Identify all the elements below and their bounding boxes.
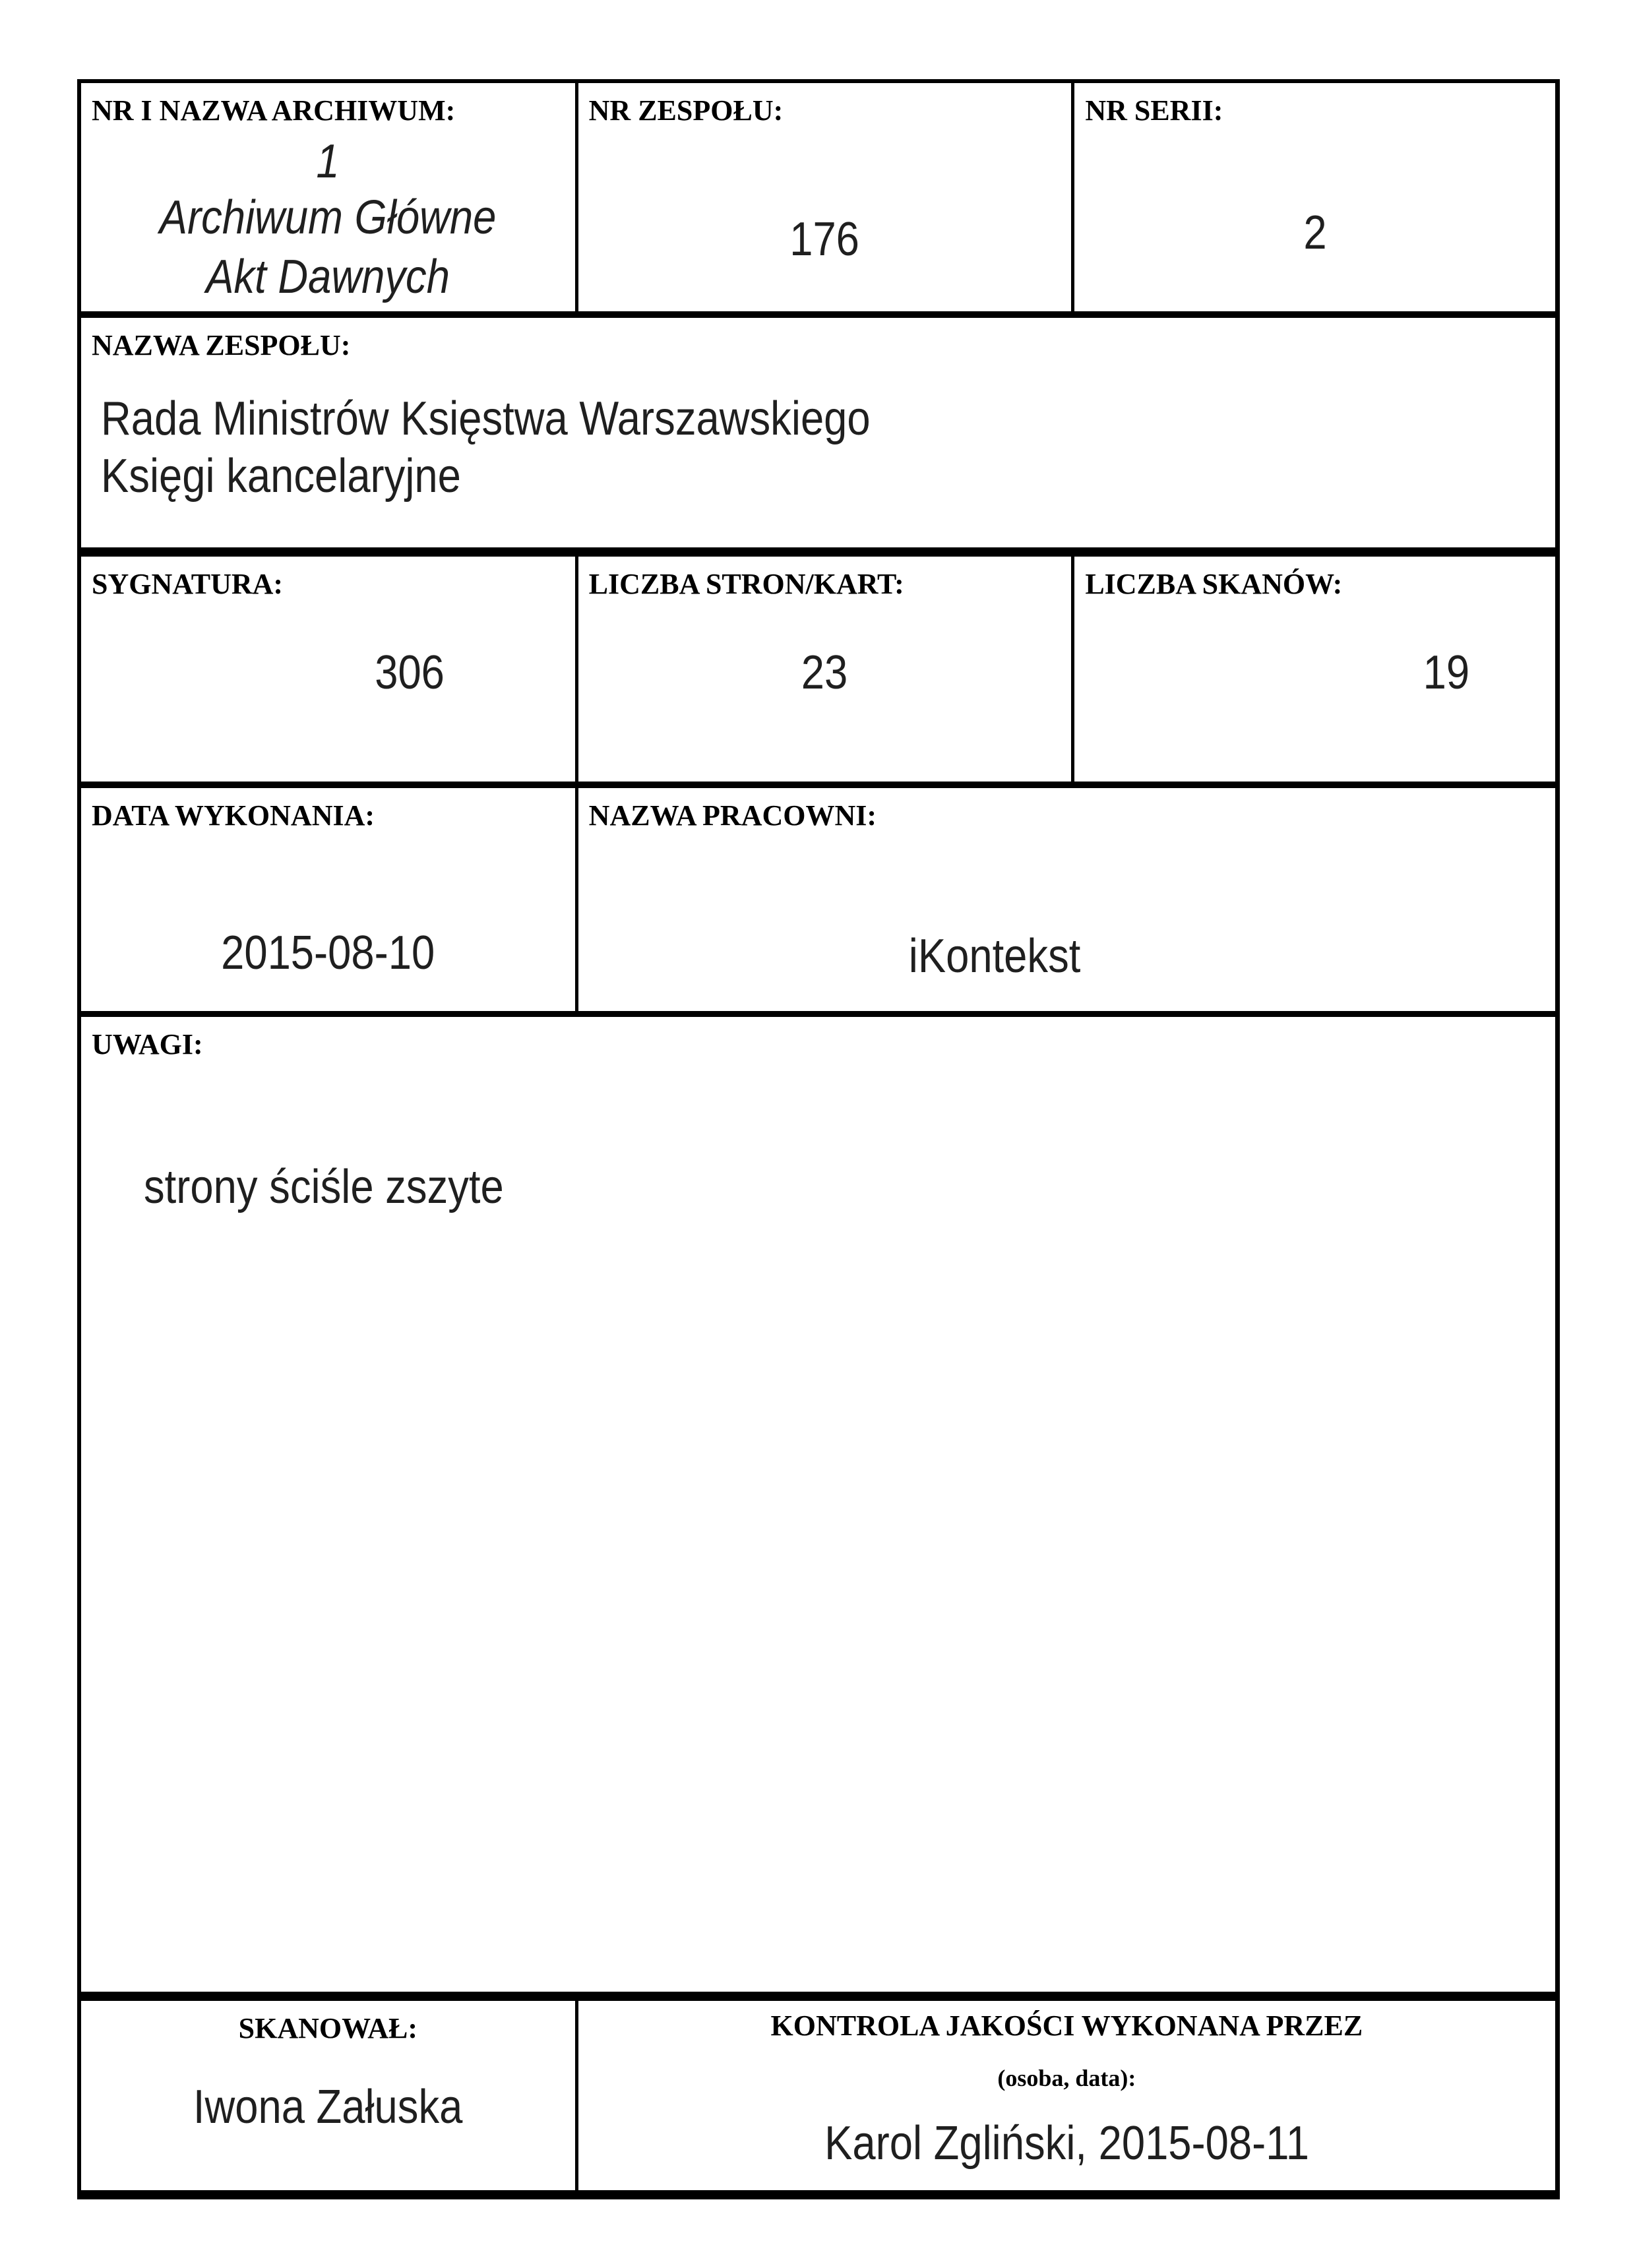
fonds-number-label: NR ZESPOŁU: [588,94,784,127]
row-signature-counts [81,557,1555,788]
cell-signature [81,557,578,782]
scans-count-label: LICZBA SKANÓW: [1085,568,1343,600]
cell-quality-control [578,2001,1555,2190]
fonds-name-line2: Księgi kancelaryjne [101,450,461,503]
fonds-number-value: 176 [789,213,860,266]
pages-count-value: 23 [801,646,848,699]
row-fonds-name [81,318,1555,557]
cell-fonds-name [81,318,1549,547]
scan-date-value: 2015-08-10 [221,927,435,979]
quality-control-label: KONTROLA JAKOŚCI WYKONANA PRZEZ [770,2009,1363,2042]
fonds-name-label: NAZWA ZESPOŁU: [92,329,351,361]
series-number-value: 2 [1303,206,1327,259]
quality-control-value: Karol Zgliński, 2015-08-11 [824,2117,1309,2170]
remarks-label: UWAGI: [92,1028,203,1060]
archive-scan-metadata-form [77,79,1560,2199]
pages-count-label: LICZBA STRON/KART: [588,568,904,600]
row-archive-info [81,83,1555,318]
cell-scans-count [1074,557,1555,782]
studio-name-label: NAZWA PRACOWNI: [588,799,877,832]
cell-scanned-by [81,2001,578,2190]
archive-name-line2: Akt Dawnych [206,251,450,303]
cell-series-number [1074,83,1555,311]
series-number-label: NR SERII: [1085,94,1223,127]
archive-label: NR I NAZWA ARCHIWUM: [92,94,456,127]
row-signoff [81,2001,1555,2190]
scan-date-label: DATA WYKONANIA: [92,799,375,832]
archive-name-line1: Archiwum Główne [160,191,497,244]
remarks-value: strony ściśle zszyte [144,1161,504,1213]
scanned-by-value: Iwona Załuska [193,2081,463,2133]
signature-value: 306 [375,646,445,699]
scans-count-value: 19 [1423,646,1469,699]
cell-scan-date [81,788,578,1011]
quality-control-sublabel: (osoba, data): [997,2065,1136,2091]
row-date-studio [81,788,1555,1017]
cell-studio-name [578,788,1555,1011]
scanned-by-label: SKANOWAŁ: [238,2012,418,2044]
row-remarks [81,1017,1555,2001]
cell-fonds-number [578,83,1075,311]
fonds-name-line1: Rada Ministrów Księstwa Warszawskiego [101,392,871,445]
cell-pages-count [578,557,1075,782]
studio-name-value: iKontekst [909,930,1081,983]
cell-archive-name [81,83,578,311]
cell-remarks [81,1017,1549,1992]
archive-number: 1 [316,135,340,188]
signature-label: SYGNATURA: [92,568,284,600]
